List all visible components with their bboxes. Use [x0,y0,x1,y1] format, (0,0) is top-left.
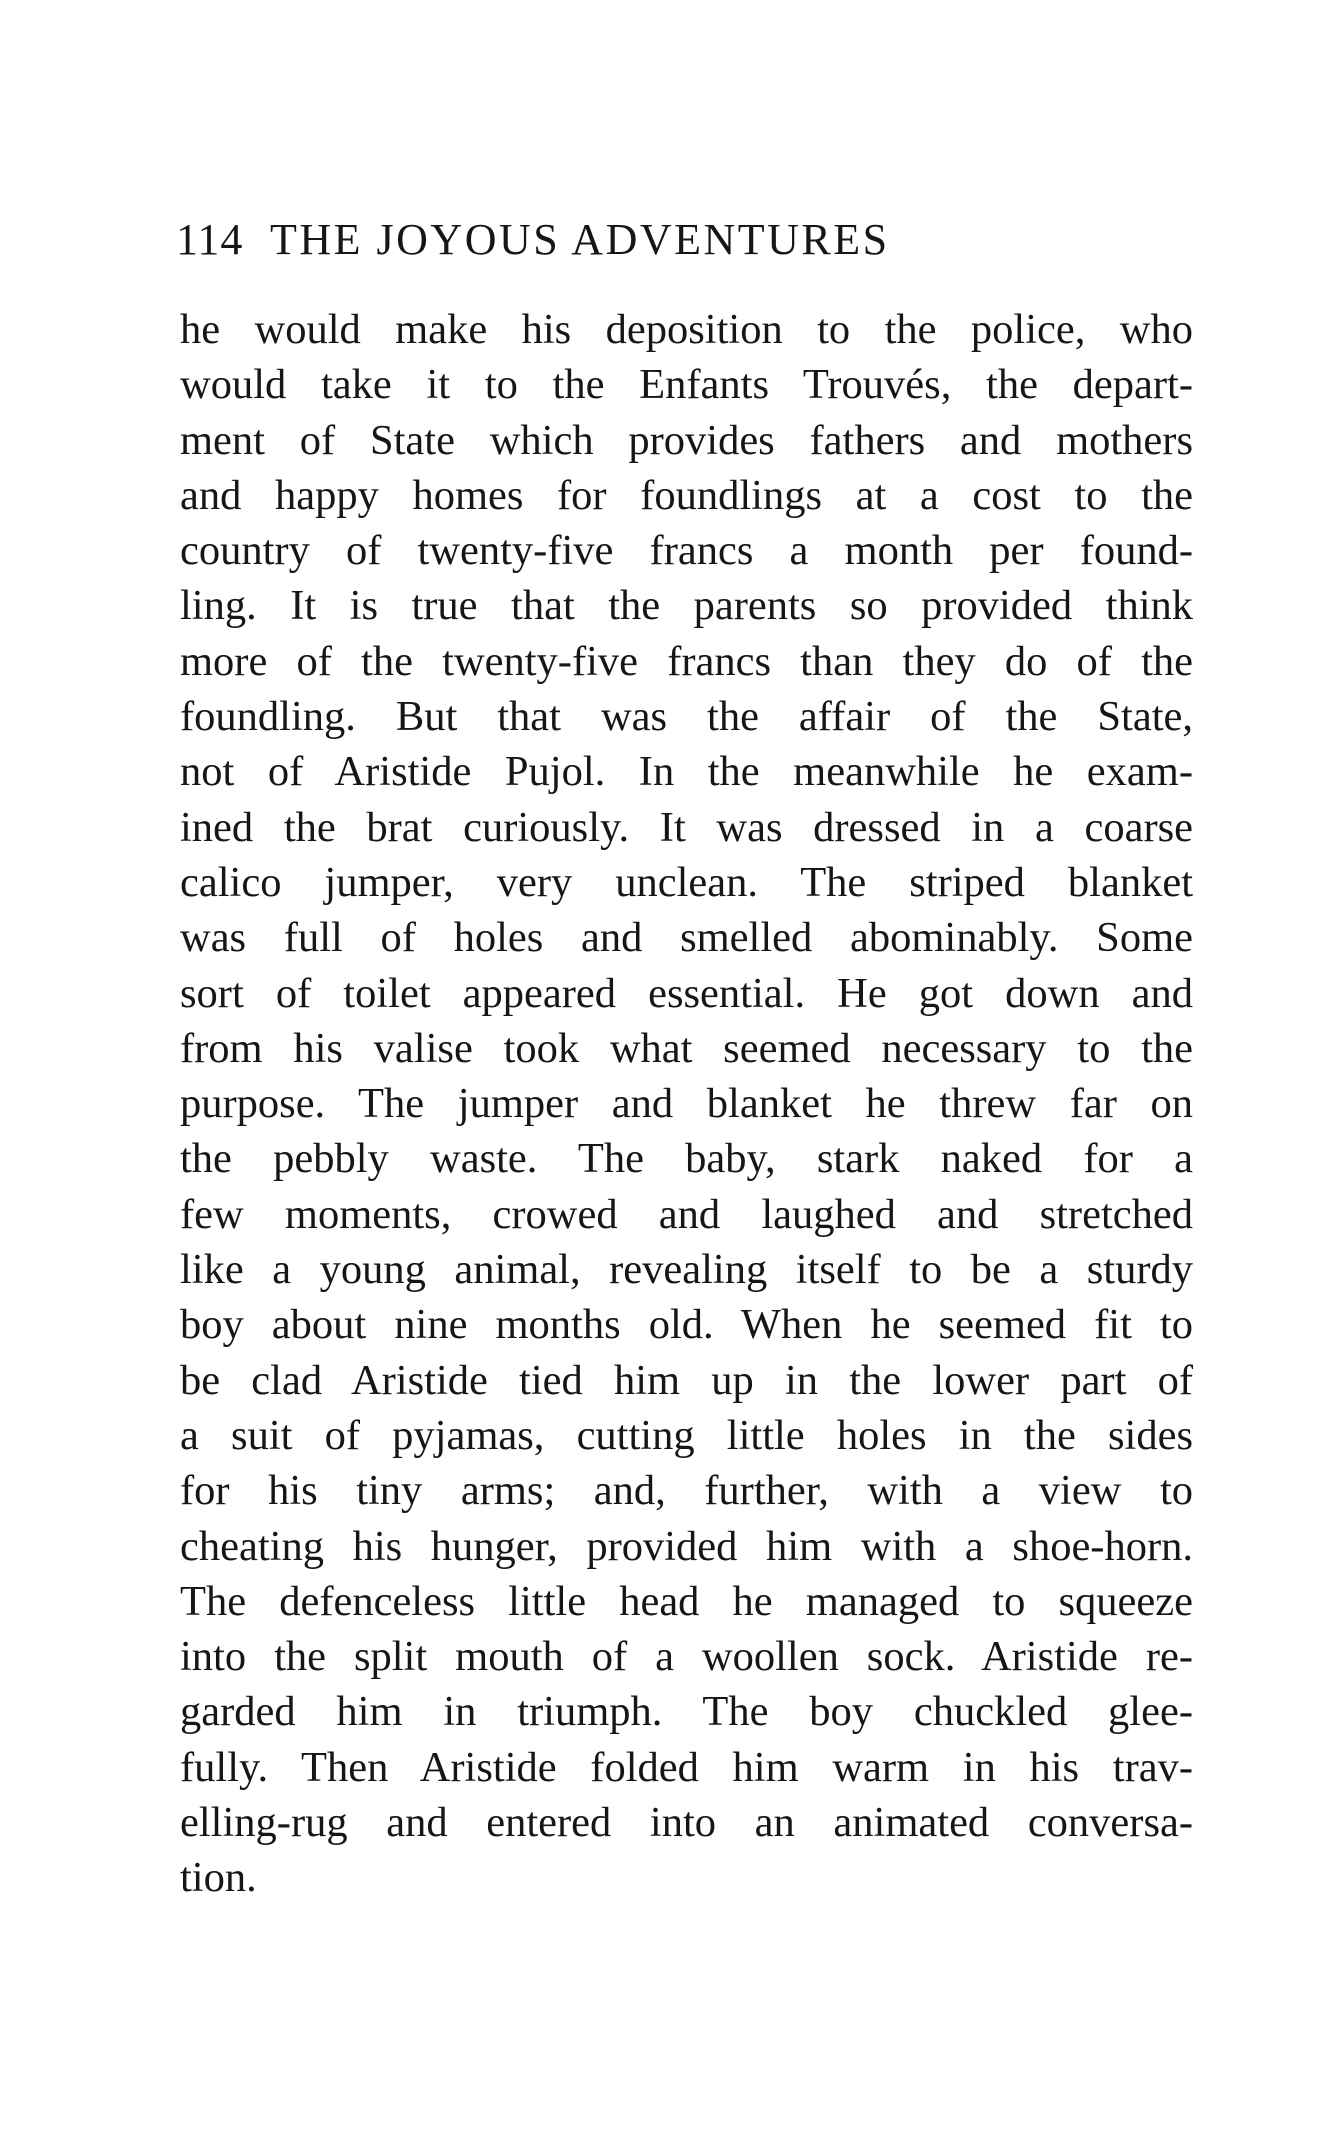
text-line: and happy homes for foundlings at a cost to the [180,471,1193,519]
text-line: like a young animal, revealing itself to be a sturdy [180,1246,1193,1294]
text-line: calico jumper, very unclean. The striped blanket [180,858,1193,906]
text-line: into the split mouth of a woollen sock. Aristide re- [180,1633,1193,1681]
text-line: would take it to the Enfants Trouvés, the depart- [180,361,1193,409]
text-line: the pebbly waste. The baby, stark naked for a [180,1135,1193,1183]
text-line: cheating his hunger, provided him with a shoe-horn. [180,1522,1193,1570]
text-line: ined the brat curiously. It was dressed in a coarse [180,803,1193,851]
text-line: for his tiny arms; and, further, with a view to [180,1467,1193,1515]
text-line: not of Aristide Pujol. In the meanwhile he exam- [180,748,1193,796]
text-line: boy about nine months old. When he seemed fit to [180,1301,1193,1349]
running-title: THE JOYOUS ADVENTURES [270,215,890,264]
text-line: The defenceless little head he managed to squeeze [180,1577,1193,1625]
text-line: sort of toilet appeared essential. He got down and [180,969,1193,1017]
page-number: 114 [176,215,244,264]
text-line: elling-rug and entered into an animated conversa- [180,1799,1193,1847]
text-line: he would make his deposition to the police, who [180,306,1193,353]
text-line: a suit of pyjamas, cutting little holes in the sides [180,1411,1193,1459]
text-line: ling. It is true that the parents so provided think [180,582,1193,630]
text-line: foundling. But that was the affair of the State, [180,693,1193,741]
text-line: be clad Aristide tied him up in the lower part of [180,1356,1193,1404]
text-line: fully. Then Aristide folded him warm in his trav- [180,1743,1193,1791]
running-header [176,212,1196,268]
text-line: tion. [180,1854,257,1902]
text-line: was full of holes and smelled abominably. Some [180,914,1193,962]
text-line: few moments, crowed and laughed and stretched [180,1190,1193,1238]
text-line: garded him in triumph. The boy chuckled glee- [180,1688,1193,1736]
body-text [180,302,1193,1906]
text-line: purpose. The jumper and blanket he threw far on [180,1080,1193,1128]
text-line: more of the twenty-five francs than they do of the [180,637,1193,685]
text-line: ment of State which provides fathers and mothers [180,416,1193,464]
text-line: from his valise took what seemed necessary to the [180,1024,1193,1072]
text-line: country of twenty-five francs a month per found- [180,527,1193,575]
